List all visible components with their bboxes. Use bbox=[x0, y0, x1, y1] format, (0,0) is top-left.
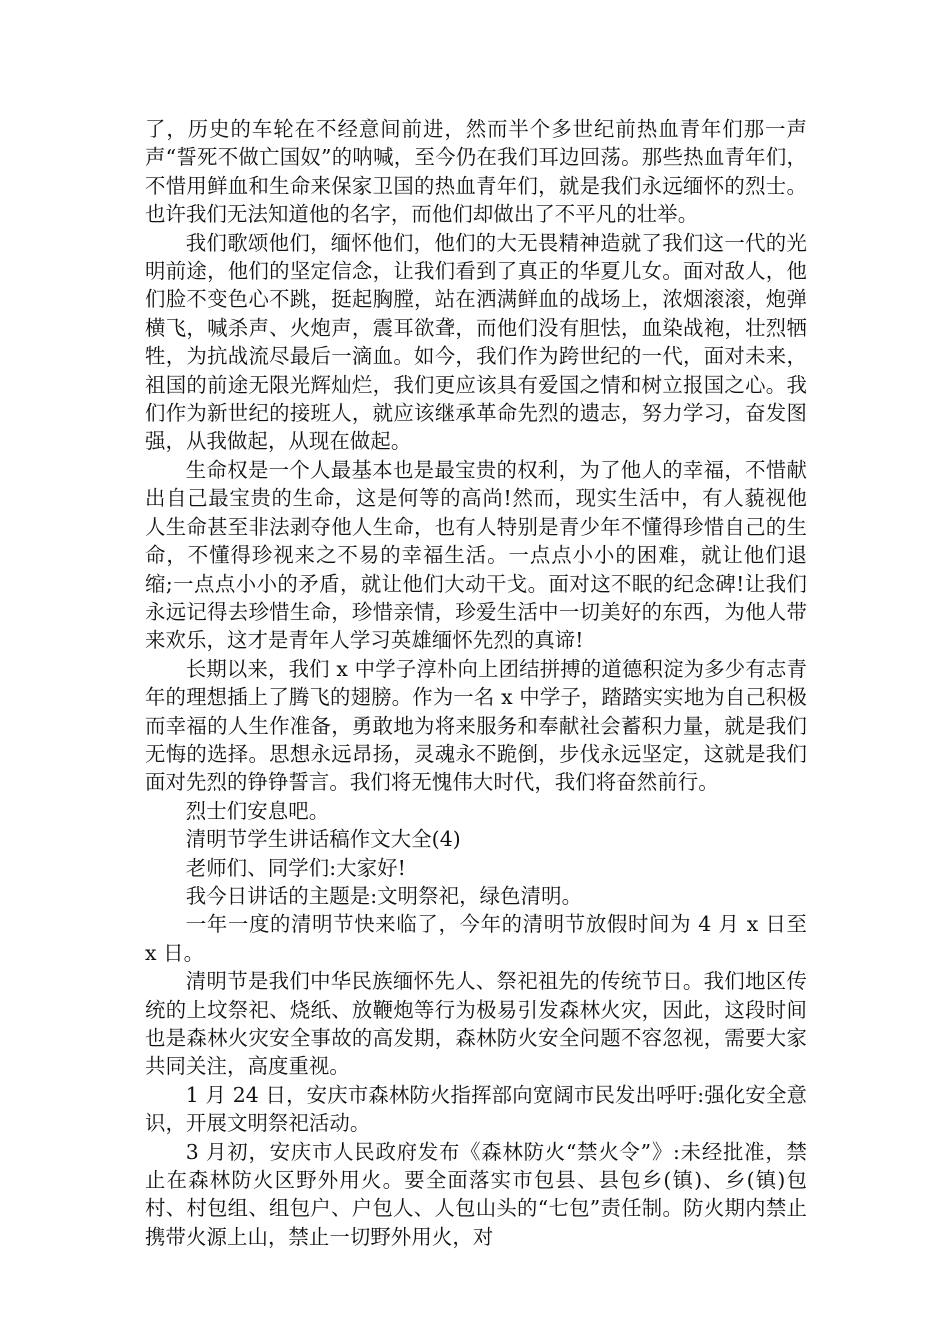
document-page bbox=[145, 115, 807, 1251]
paragraph: 一年一度的清明节快来临了，今年的清明节放假时间为 4 月 x 日至 x 日。 bbox=[145, 912, 807, 965]
paragraph: 我们歌颂他们，缅怀他们，他们的大无畏精神造就了我们这一代的光明前途，他们的坚定信念，让我们看到了真正的华夏儿女。面对敌人，他们脸不变色心不跳，挺起胸膛，站在洒满鲜血的战场上，浓烟滚滚，炮弹横飞，喊杀声、火炮声，震耳欲聋，而他们没有胆怯，血染战袍，壮烈牺牲，为抗战流尽最后一滴血。如今，我们作为跨世纪的一代，面对未来，祖国的前途无限光辉灿烂，我们更应该具有爱国之情和树立报国之心。我们作为新世纪的接班人，就应该继承革命先烈的遗志，努力学习，奋发图强，从我做起，从现在做起。 bbox=[145, 230, 807, 454]
paragraph: 长期以来，我们 x 中学子淳朴向上团结拼搏的道德积淀为多少有志青年的理想插上了腾飞的翅膀。作为一名 x 中学子，踏踏实实地为自己积极而幸福的人生作准备，勇敢地为将来服务和奉献社会蓄积力量，就是我们无悔的选择。思想永远昂扬，灵魂永不跪倒，步伐永远坚定，这就是我们面对先烈的铮铮誓言。我们将无愧伟大时代，我们将奋然前行。 bbox=[145, 656, 807, 795]
paragraph: 烈士们安息吧。 bbox=[185, 798, 330, 823]
paragraph: 3 月初，安庆市人民政府发布《森林防火“禁火令”》:未经批准，禁止在森林防火区野外用火。要全面落实市包县、县包乡(镇)、乡(镇)包村、村包组、组包户、户包人、人包山头的“七包”责任制。防火期内禁止携带火源上山，禁止一切野外用火，对 bbox=[145, 1139, 807, 1249]
paragraph: 生命权是一个人最基本也是最宝贵的权利，为了他人的幸福，不惜献出自己最宝贵的生命，这是何等的高尚!然而，现实生活中，有人藐视他人生命甚至非法剥夺他人生命，也有人特别是青少年不懂得珍惜自己的生命，不懂得珍视来之不易的幸福生活。一点点小小的困难，就让他们退缩;一点点小小的矛盾，就让他们大动干戈。面对这不眠的纪念碑!让我们永远记得去珍惜生命，珍惜亲情，珍爱生活中一切美好的东西，为他人带来欢乐，这才是青年人学习英雄缅怀先烈的真谛! bbox=[145, 457, 807, 653]
section-heading: 清明节学生讲话稿作文大全(4) bbox=[185, 827, 461, 852]
greeting: 老师们、同学们:大家好! bbox=[185, 855, 406, 880]
paragraph: 清明节是我们中华民族缅怀先人、祭祀祖先的传统节日。我们地区传统的上坟祭祀、烧纸、放鞭炮等行为极易引发森林火灾，因此，这段时间也是森林火灾安全事故的高发期，森林防火安全问题不容忽视，需要大家共同关注，高度重视。 bbox=[145, 969, 807, 1079]
paragraph: 我今日讲话的主题是:文明祭祀，绿色清明。 bbox=[185, 883, 583, 908]
paragraph: 了，历史的车轮在不经意间前进，然而半个多世纪前热血青年们那一声声“誓死不做亡国奴”的呐喊，至今仍在我们耳边回荡。那些热血青年们，不惜用鲜血和生命来保家卫国的热血青年们，就是我们永远缅怀的烈士。也许我们无法知道他的名字，而他们却做出了不平凡的壮举。 bbox=[145, 117, 807, 227]
paragraph: 1 月 24 日，安庆市森林防火指挥部向宽阔市民发出呼吁:强化安全意识，开展文明祭祀活动。 bbox=[145, 1082, 807, 1136]
